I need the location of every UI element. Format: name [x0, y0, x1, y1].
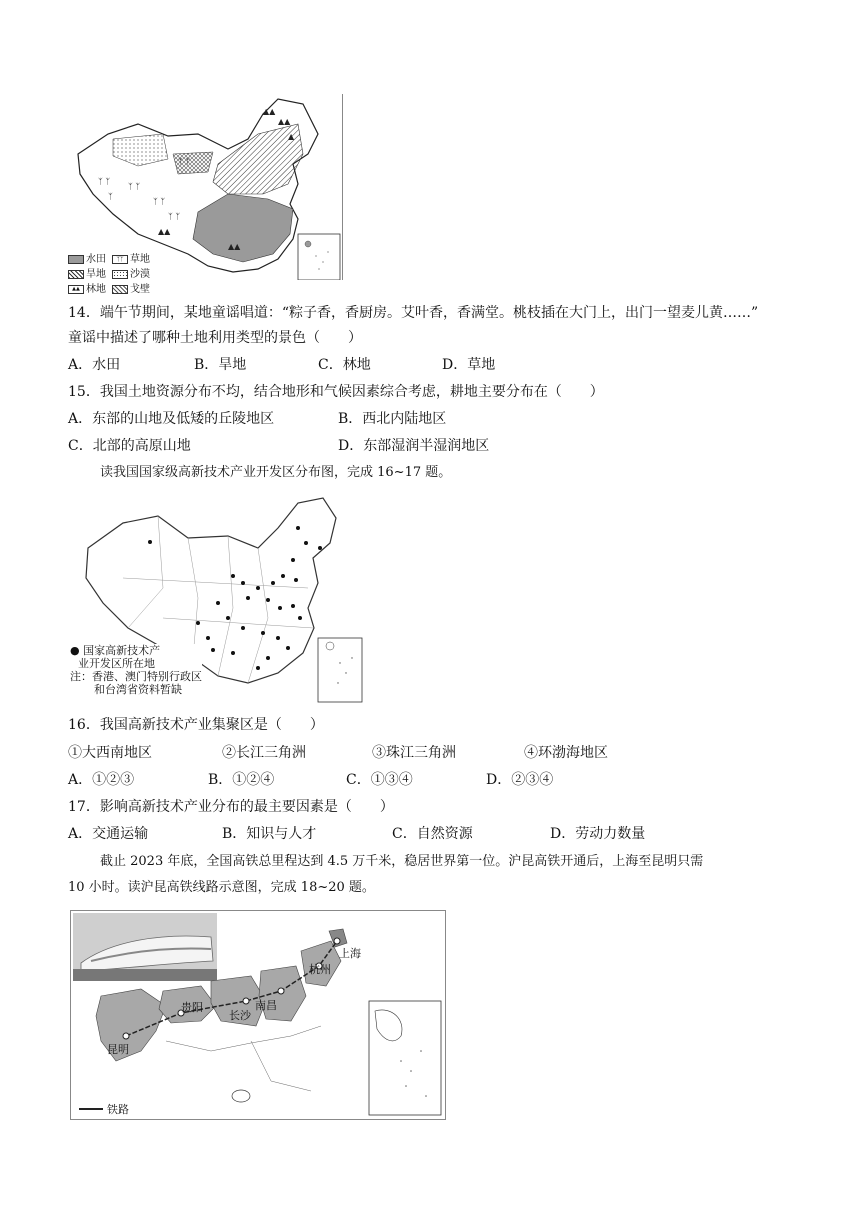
q16-item-3: ③珠江三角洲 [372, 745, 456, 761]
hsr-route-map [70, 910, 446, 1120]
svg-text:▲▲: ▲▲ [278, 117, 291, 126]
legend-paddy: 水田 [68, 250, 106, 265]
hsr-route-map-graphic [71, 911, 445, 1119]
map-note-line1: 注：香港、澳门特别行政区 [70, 670, 202, 683]
land-use-map [68, 94, 343, 295]
q16-option-c: C．①③④ [346, 772, 413, 788]
q14-stem-line1: 14．端午节期间，某地童谣唱道：“粽子香，香厨房。艾叶香，香满堂。桃枝插在大门上，出门一望麦儿黄……” [68, 305, 759, 321]
intro-16-17: 读我国国家级高新技术产业开发区分布图，完成 16~17 题。 [100, 465, 452, 480]
hightech-legend [70, 644, 202, 696]
q14-option-c: C．林地 [318, 357, 371, 373]
map-note-line2: 和台湾省资料暂缺 [94, 683, 182, 696]
legend-grass: ᛉᛉ 草地 [112, 250, 150, 265]
city-shanghai: 上海 [339, 947, 361, 960]
city-guiyang: 贵阳 [181, 1001, 203, 1014]
legend-gobi: 戈壁 [112, 280, 150, 295]
land-use-legend [68, 250, 188, 295]
intro-18-20-line1: 截止 2023 年底，全国高铁总里程达到 4.5 万千米，稳居世界第一位。沪昆高铁开通后，上海至昆明只需 [100, 854, 704, 869]
q17-option-c: C．自然资源 [392, 826, 473, 842]
q17-stem: 17．影响高新技术产业分布的最主要因素是（ ） [68, 799, 394, 815]
intro-18-20-line2: 10 小时。读沪昆高铁线路示意图，完成 18~20 题。 [68, 880, 375, 895]
q15-option-d: D．东部湿润半湿润地区 [338, 438, 490, 454]
svg-text:▲: ▲ [288, 132, 295, 141]
q17-option-b: B．知识与人才 [222, 826, 317, 842]
q17-option-a: A．交通运输 [68, 826, 149, 842]
q17-option-d: D．劳动力数量 [550, 826, 646, 842]
svg-text:▲▲: ▲▲ [228, 242, 241, 251]
svg-text:▲▲: ▲▲ [263, 107, 276, 116]
q16-stem: 16．我国高新技术产业集聚区是（ ） [68, 717, 324, 733]
svg-text:ᛉ ᛉ: ᛉ ᛉ [128, 182, 141, 191]
svg-text:ᛉ ᛉ: ᛉ ᛉ [168, 212, 181, 221]
legend-zone-line2: 业开发区所在地 [78, 657, 155, 670]
railway-legend-label: 铁路 [107, 1103, 129, 1116]
q15-option-b: B．西北内陆地区 [338, 411, 447, 427]
q14-option-b: B．旱地 [194, 357, 247, 373]
q16-item-4: ④环渤海地区 [524, 745, 608, 761]
hightech-zone-map [68, 488, 364, 704]
legend-forest: ▲▲ 林地 [68, 280, 106, 295]
city-changsha: 长沙 [229, 1009, 251, 1022]
city-kunming: 昆明 [107, 1043, 129, 1056]
q16-option-d: D．②③④ [486, 772, 554, 788]
city-nanchang: 南昌 [255, 999, 277, 1012]
q15-stem: 15．我国土地资源分布不均，结合地形和气候因素综合考虑，耕地主要分布在（ ） [68, 384, 604, 400]
q16-option-b: B．①②④ [208, 772, 275, 788]
q15-option-c: C．北部的高原山地 [68, 438, 191, 454]
svg-text:▲▲: ▲▲ [158, 227, 171, 236]
q16-item-1: ①大西南地区 [68, 745, 152, 761]
legend-dryland: 旱地 [68, 265, 106, 280]
q16-option-a: A．①②③ [68, 772, 135, 788]
svg-text:ᛉ ᛉ: ᛉ ᛉ [178, 157, 191, 166]
legend-zone-line1: ● 国家高新技术产 [70, 644, 161, 657]
city-hangzhou: 杭州 [309, 963, 331, 976]
svg-text:ᛉ ᛉ: ᛉ ᛉ [98, 177, 111, 186]
svg-text:ᛉ: ᛉ [108, 192, 113, 201]
legend-desert: 沙漠 [112, 265, 150, 280]
q14-option-a: A．水田 [68, 357, 121, 373]
svg-text:ᛉ ᛉ: ᛉ ᛉ [153, 197, 166, 206]
q14-option-d: D．草地 [442, 357, 496, 373]
q16-item-2: ②长江三角洲 [222, 745, 306, 761]
q14-stem-line2: 童谣中描述了哪种土地利用类型的景色（ ） [68, 330, 362, 346]
q15-option-a: A．东部的山地及低矮的丘陵地区 [68, 411, 275, 427]
